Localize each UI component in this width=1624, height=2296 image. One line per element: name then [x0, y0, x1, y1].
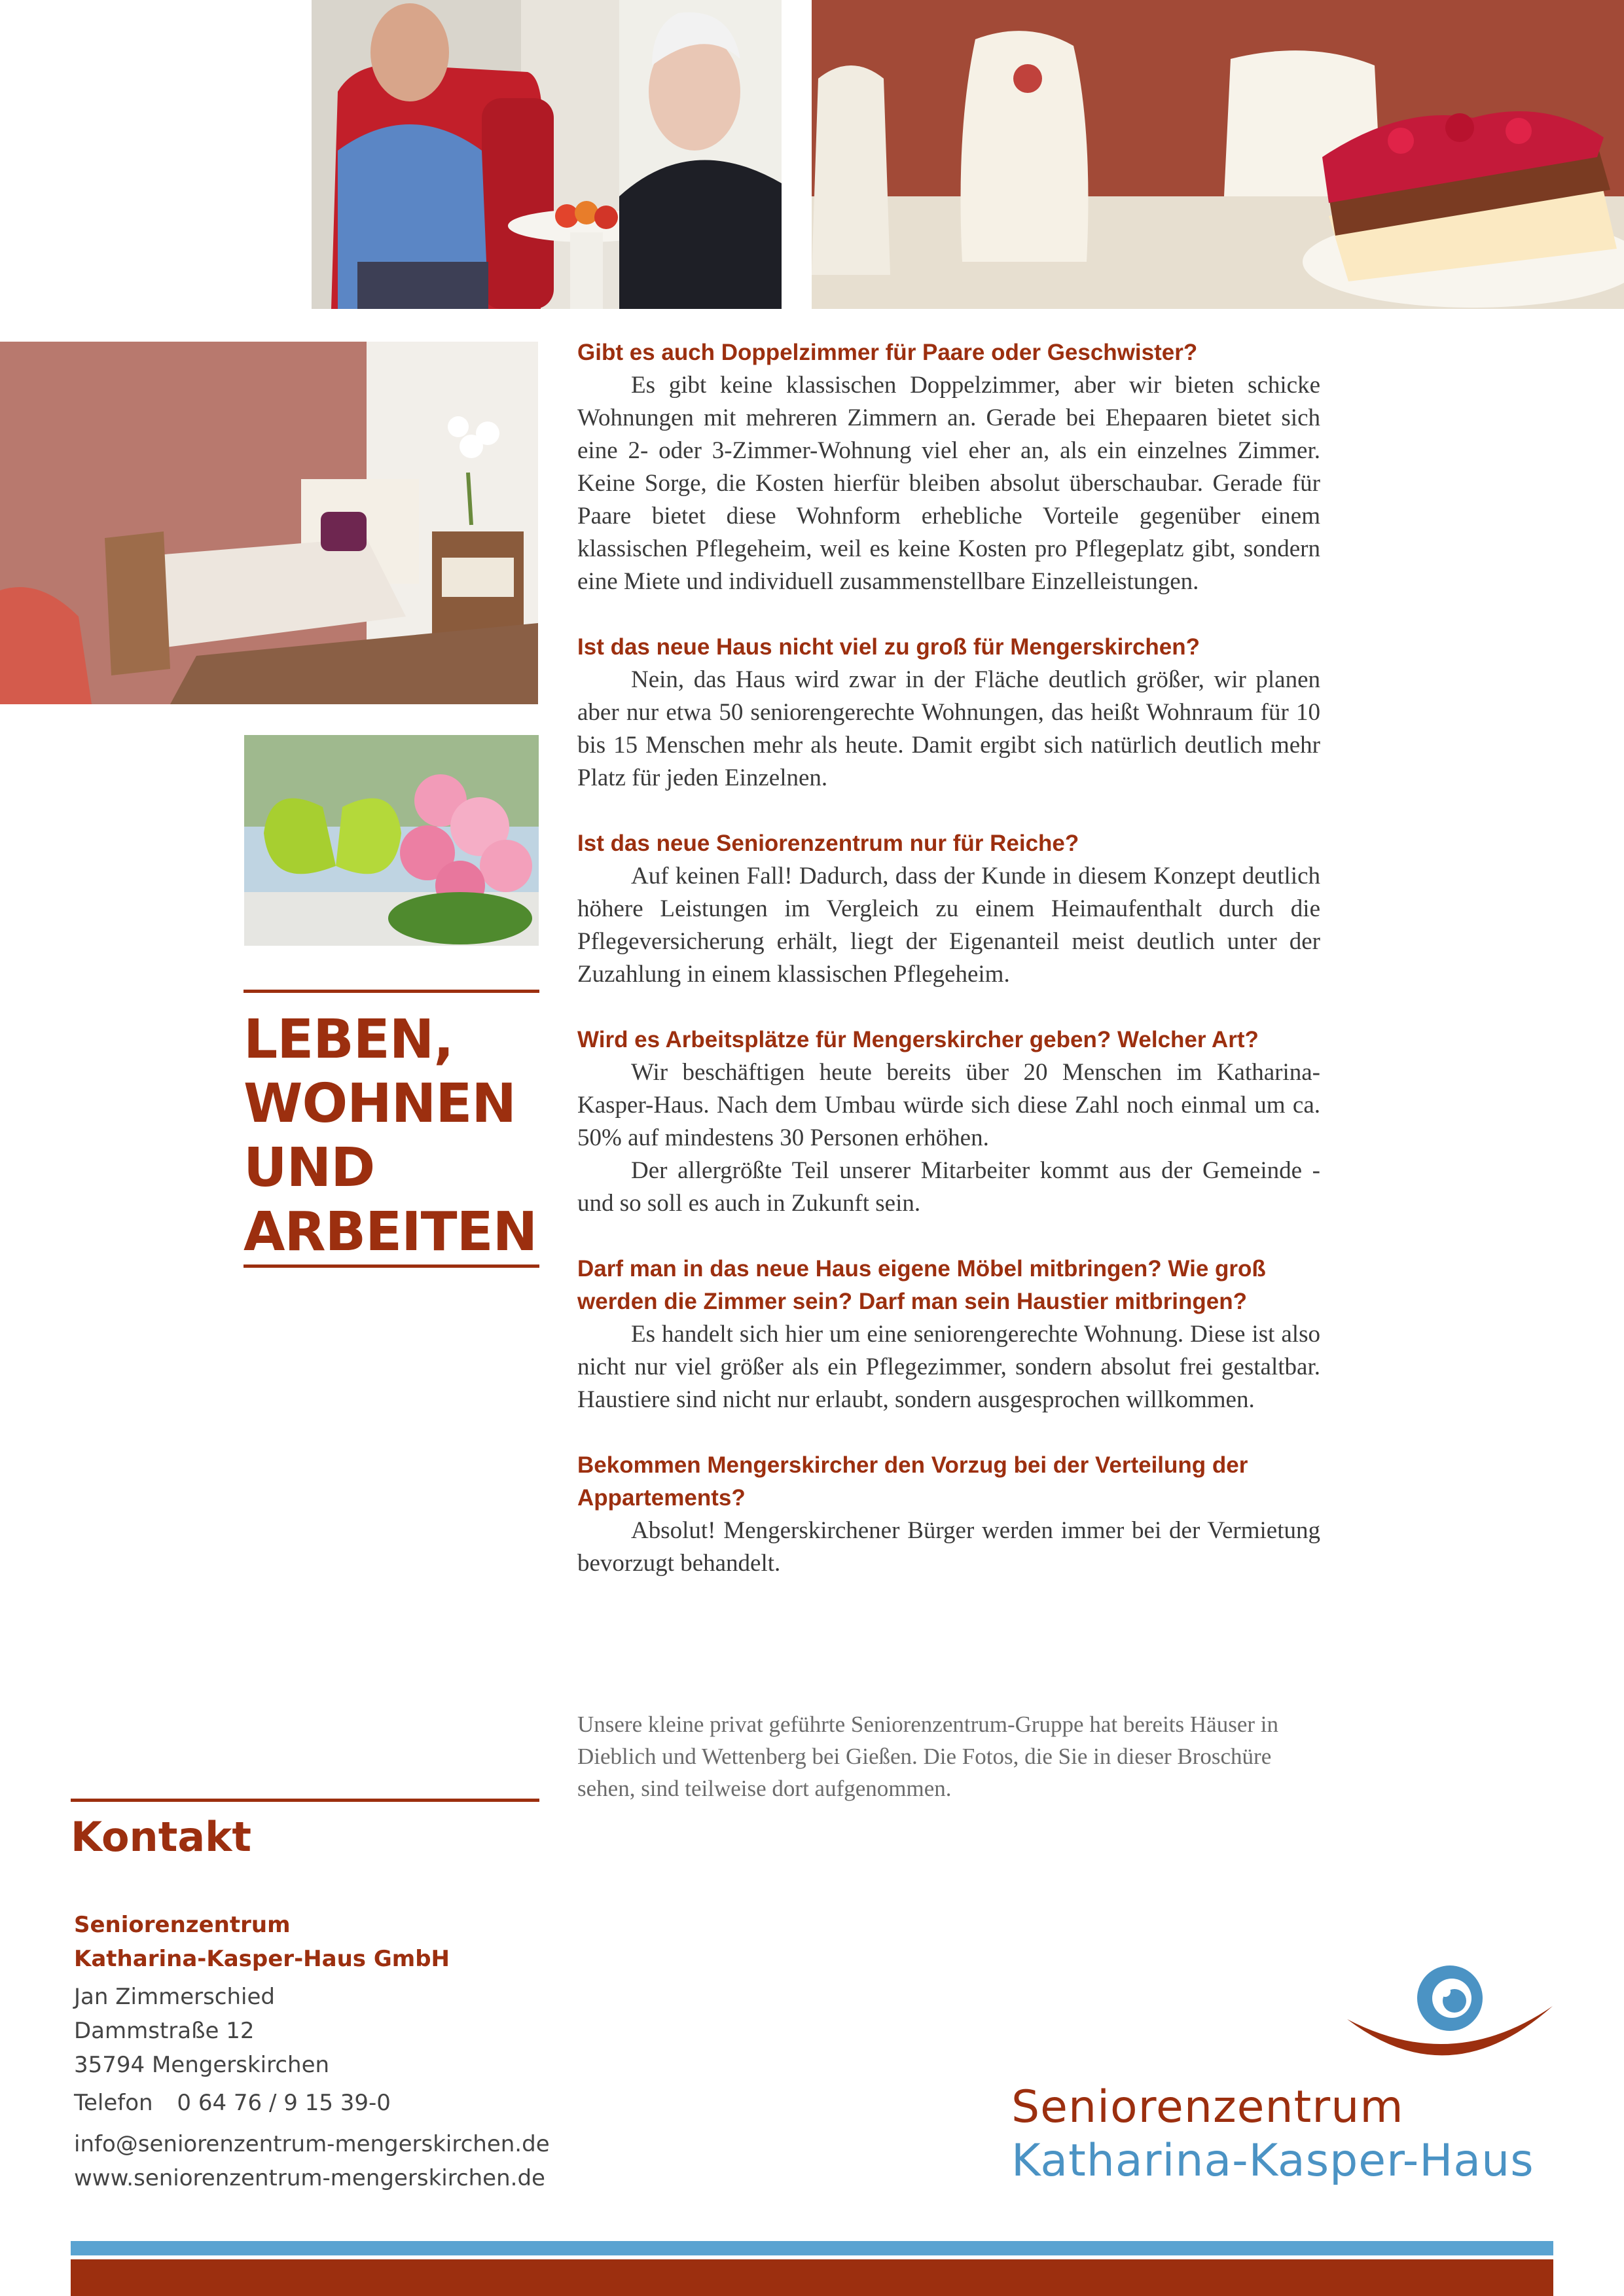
faq-answer: Auf keinen Fall! Dadurch, dass der Kunde in diesem Konzept deutlich höhere Leistungen im Vergleich zu einem Heimaufenthalt durch die Pflegeversicherung erhält, liegt der Eigenanteil meist deutlich unter der Zuzahlung in einem klassischen Pflegeheim.	[577, 863, 1320, 988]
faq-question: Ist das neue Seniorenzentrum nur für Reiche?	[577, 831, 1079, 856]
faq-answer: Es handelt sich hier um eine seniorengerechte Wohnung. Diese ist also nicht nur viel größer als ein Pflegezimmer, sondern absolut frei gestaltbar. Haustiere sind nicht nur erlaubt, sondern ausgesprochen willkommen.	[577, 1321, 1320, 1413]
headline-line: LEBEN,	[244, 1009, 454, 1071]
faq-item	[577, 631, 1320, 795]
faq-answer: Absolut! Mengerskirchener Bürger werden immer bei der Vermietung bevorzugt behandelt.	[577, 1517, 1320, 1577]
photo-bedroom	[0, 342, 538, 704]
contact-org-line: Seniorenzentrum	[74, 1912, 291, 1938]
contact-phone-label: Telefon	[74, 2090, 153, 2116]
faq-article	[577, 336, 1320, 1613]
faq-item	[577, 1024, 1320, 1220]
headline-line: WOHNEN	[244, 1073, 516, 1135]
faq-answer: Nein, das Haus wird zwar in der Fläche deutlich größer, wir planen aber nur etwa 50 seniorengerechte Wohnungen, das heißt Wohnraum für 10 bis 15 Menschen mehr als heute. Damit ergibt sich natürlich deutlich mehr Platz für jeden Einzelnen.	[577, 666, 1320, 791]
headline-line: UND	[244, 1137, 375, 1199]
footer-stripe-blue	[71, 2241, 1553, 2255]
headline-line: ARBEITEN	[244, 1201, 537, 1263]
logo-text-line1: Seniorenzentrum	[1011, 2081, 1404, 2133]
headline-rule-top	[244, 990, 539, 993]
faq-question: Wird es Arbeitsplätze für Mengerskircher geben? Welcher Art?	[577, 1027, 1259, 1052]
faq-item	[577, 1449, 1320, 1580]
logo-mark	[1342, 1960, 1558, 2072]
contact-phone-row	[74, 2086, 391, 2120]
headline-rule-bottom	[244, 1265, 539, 1268]
faq-answer: Wir beschäftigen heute bereits über 20 Menschen im Katharina-Kasper-Haus. Nach dem Umbau würde sich diese Zahl noch einmal um ca. 50% auf mindestens 30 Personen erhöhen.	[577, 1059, 1320, 1151]
group-note: Unsere kleine privat geführte Seniorenzentrum-Gruppe hat bereits Häuser in Dieblich und Wettenberg bei Gießen. Die Fotos, die Sie in dieser Broschüre sehen, sind teilweise dort aufgenommen.	[577, 1712, 1278, 1801]
faq-answer: Der allergrößte Teil unserer Mitarbeiter kommt aus der Gemeinde - und so soll es auch in Zukunft sein.	[577, 1157, 1320, 1217]
faq-question: Bekommen Mengerskircher den Vorzug bei der Verteilung der Appartements?	[577, 1452, 1248, 1511]
faq-item	[577, 1253, 1320, 1416]
contact-email-link[interactable]: info@seniorenzentrum-mengerskirchen.de	[74, 2131, 550, 2157]
logo-text-line2: Katharina-Kasper-Haus	[1011, 2135, 1534, 2187]
contact-web-link[interactable]: www.seniorenzentrum-mengerskirchen.de	[74, 2165, 545, 2191]
headline	[244, 1008, 538, 1265]
contact-street: Dammstraße 12	[74, 2018, 255, 2044]
contact-org-line: Katharina-Kasper-Haus GmbH	[74, 1946, 450, 1972]
faq-question: Gibt es auch Doppelzimmer für Paare oder Geschwister?	[577, 340, 1198, 365]
contact-rule	[71, 1799, 539, 1802]
contact-organization	[74, 1908, 450, 1976]
contact-title: Kontakt	[71, 1813, 252, 1861]
contact-address	[74, 1980, 329, 2082]
contact-phone: 0 64 76 / 9 15 39-0	[177, 2090, 391, 2116]
contact-person: Jan Zimmerschied	[74, 1984, 275, 2010]
photo-flowers	[244, 735, 539, 946]
faq-question: Ist das neue Haus nicht viel zu groß für Mengerskirchen?	[577, 634, 1200, 660]
faq-question: Darf man in das neue Haus eigene Möbel mitbringen? Wie groß werden die Zimmer sein? Darf man sein Haustier mitbringen?	[577, 1256, 1266, 1314]
faq-answer: Es gibt keine klassischen Doppelzimmer, aber wir bieten schicke Wohnungen mit mehreren Zimmern an. Gerade bei Ehepaaren bietet sich eine 2- oder 3-Zimmer-Wohnung viel eher an, als ein einzelnes Zimmer. Keine Sorge, die Kosten hierfür bleiben absolut überschaubar. Gerade für Paare bietet diese Wohnform erhebliche Vorteile gegenüber einem klassischen Pflegeheim, weil es keine Kosten pro Pflegeplatz gibt, sondern eine Miete und individuell zusammenstellbare Einzelleistungen.	[577, 372, 1320, 595]
faq-item	[577, 336, 1320, 598]
footer-stripe-red	[71, 2259, 1553, 2296]
photo-seniors	[312, 0, 782, 309]
contact-city: 35794 Mengerskirchen	[74, 2052, 330, 2078]
photo-cake	[812, 0, 1624, 309]
faq-item	[577, 827, 1320, 991]
contact-online	[74, 2127, 550, 2195]
